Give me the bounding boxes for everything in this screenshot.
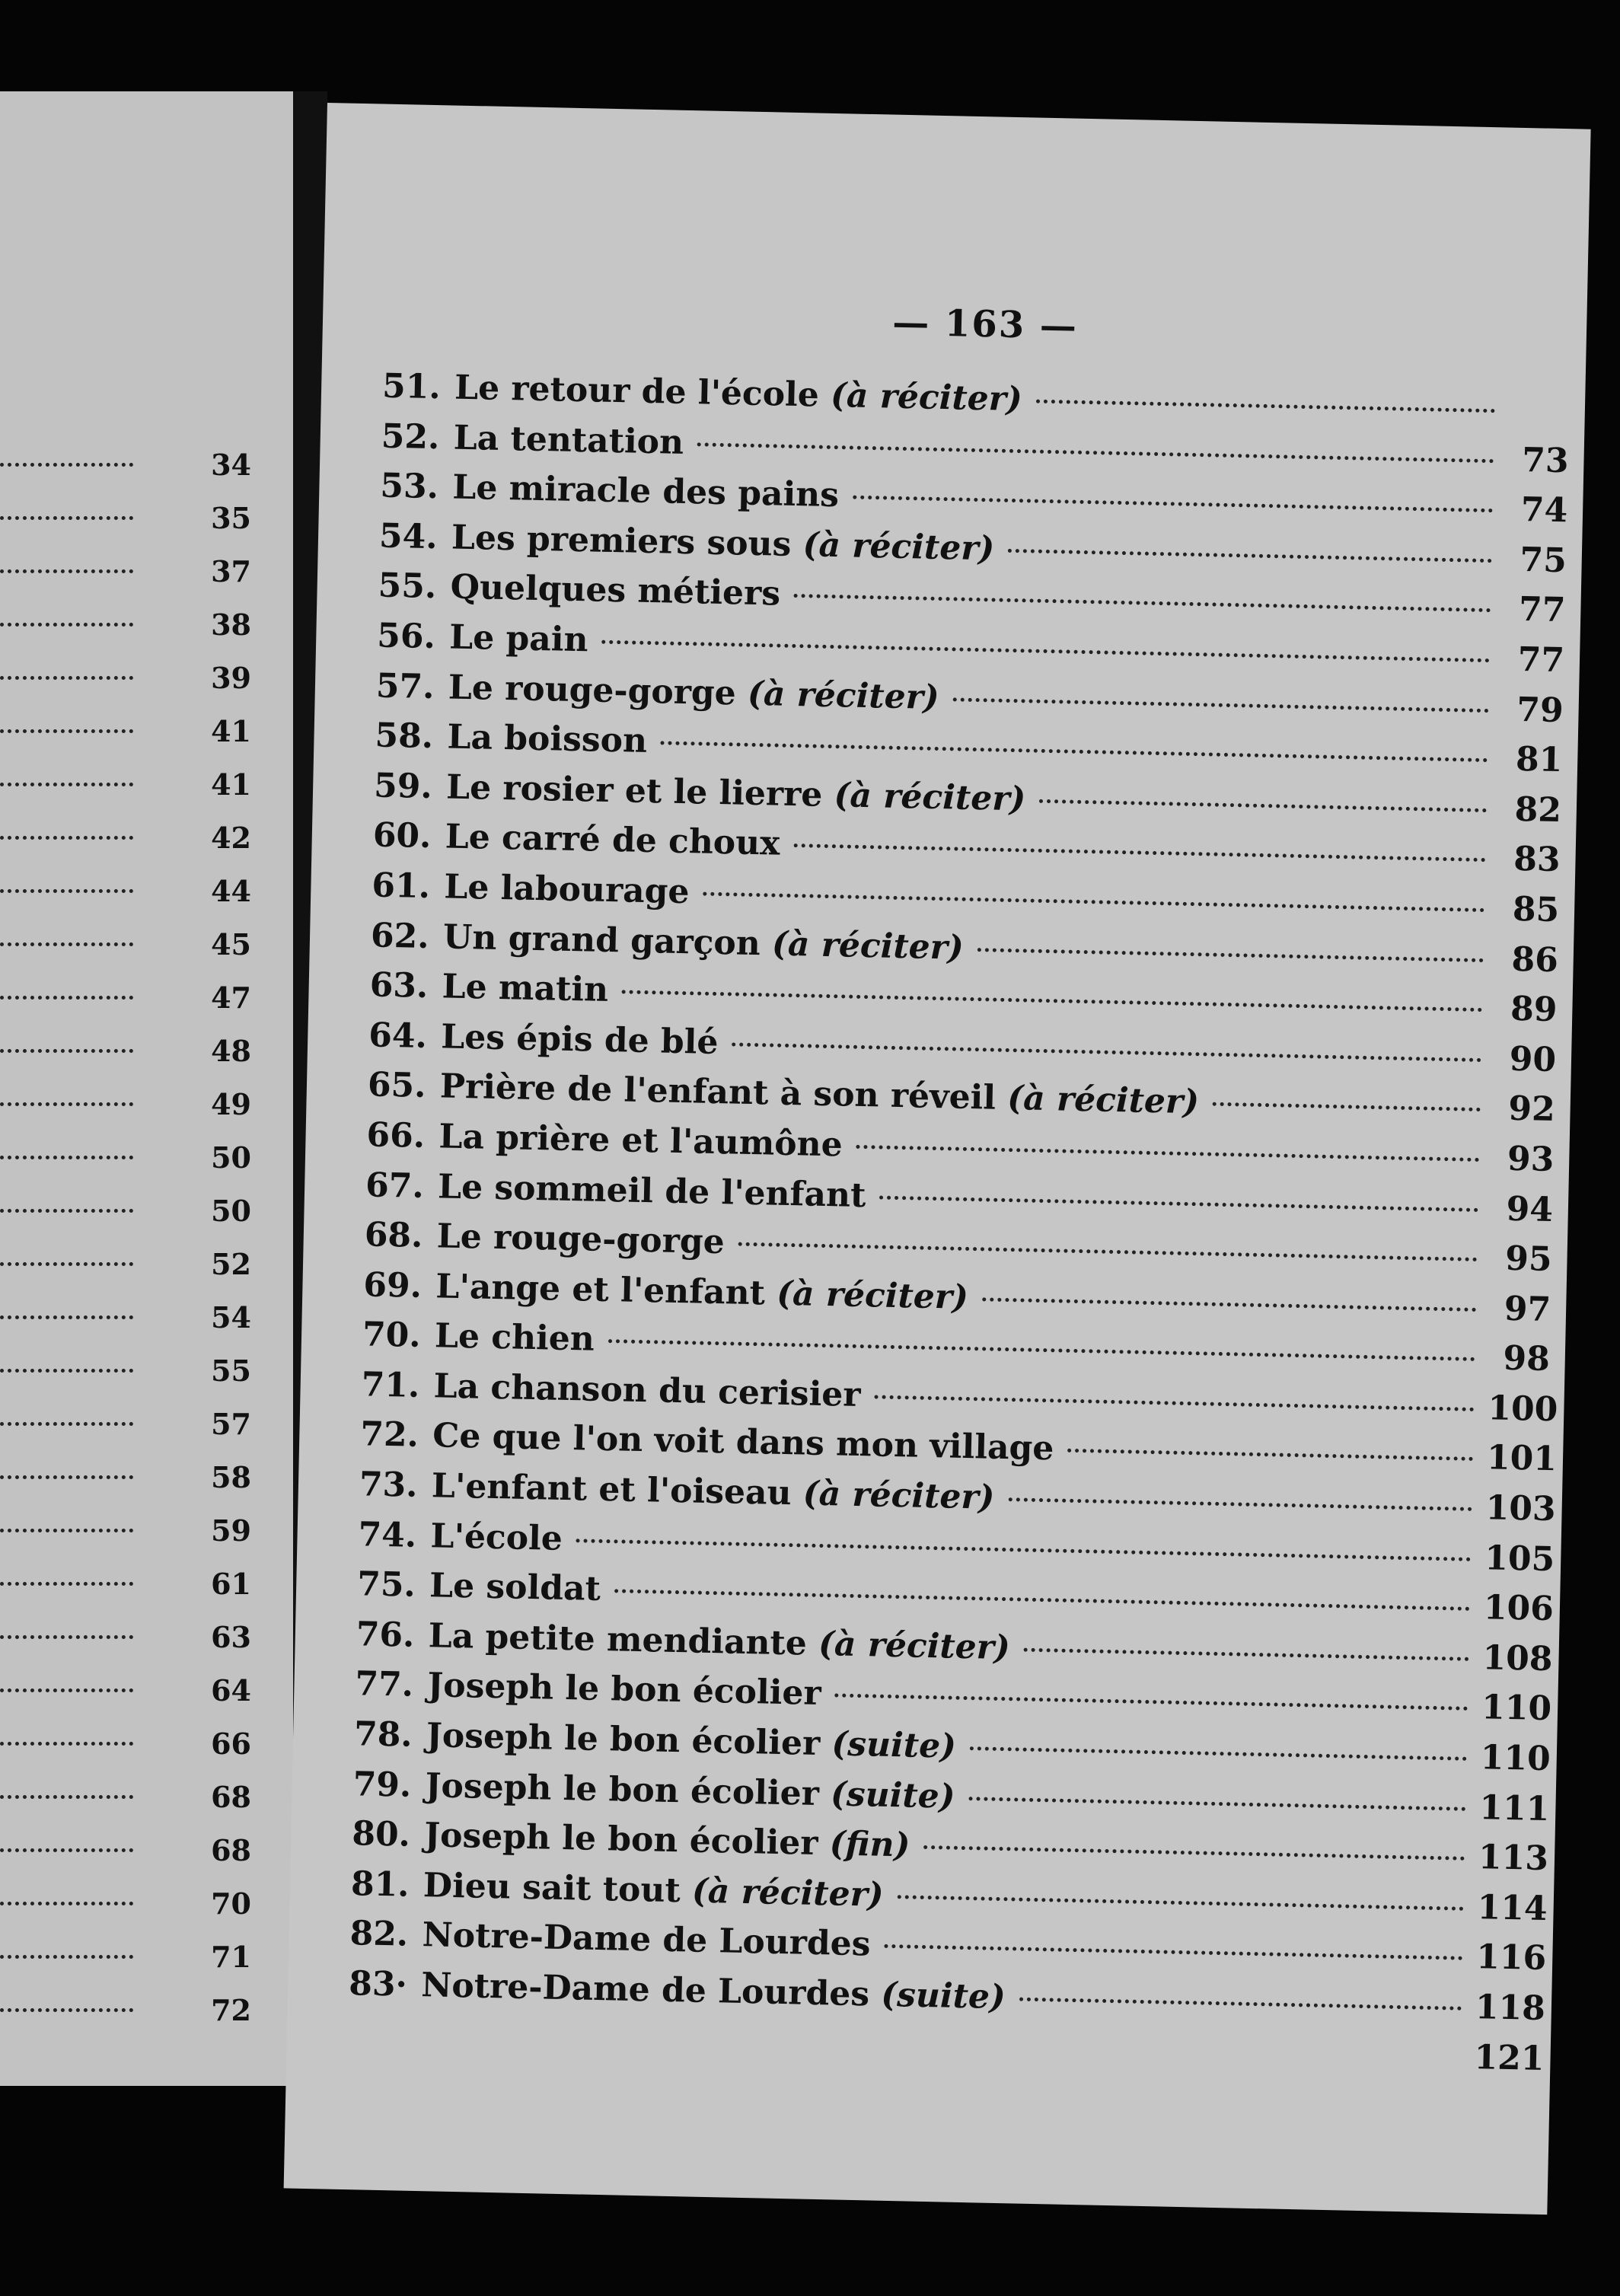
entry-title-wrap [430, 1516, 563, 1558]
left-toc-row [183, 607, 251, 661]
left-page-number: 41 [211, 767, 251, 802]
dot-leader [0, 783, 133, 786]
left-page-number: 48 [211, 1034, 251, 1068]
left-toc-row [183, 767, 251, 821]
left-toc-row [183, 1940, 251, 1993]
entry-title: Le rosier et le lierre [445, 767, 823, 815]
entry-note: (suite) [880, 1975, 1006, 2017]
dot-leader [0, 1156, 133, 1159]
entry-note: (suite) [830, 1774, 956, 1816]
dot-leader [853, 496, 1493, 513]
entry-title-wrap [435, 1317, 595, 1359]
left-toc-row [183, 448, 251, 501]
left-page-number: 44 [211, 874, 251, 908]
entry-page [1509, 421, 1570, 423]
dot-leader [0, 1635, 133, 1639]
left-toc-row [183, 1247, 251, 1300]
entry-number: 68. [364, 1215, 423, 1256]
entry-note: (fin) [829, 1824, 910, 1865]
left-page-number: 72 [211, 1993, 251, 2027]
left-toc-row [183, 714, 251, 767]
left-page-numbers [183, 448, 251, 2046]
entry-note: (suite) [831, 1724, 957, 1766]
dot-leader [1024, 1647, 1469, 1660]
entry-number: 63. [369, 965, 429, 1006]
left-page-number: 70 [211, 1886, 251, 1921]
left-page-number: 35 [211, 501, 251, 535]
entry-page: 85 [1512, 889, 1560, 930]
entry-page: 86 [1511, 939, 1559, 980]
dot-leader [0, 729, 133, 733]
entry-page: 75 [1520, 540, 1567, 580]
dot-leader [576, 1539, 1472, 1561]
entry-title: La boisson [447, 717, 648, 761]
entry-title-wrap [436, 1217, 725, 1261]
entry-number: 80. [351, 1814, 411, 1854]
dot-leader [0, 1475, 133, 1479]
dot-leader [834, 1694, 1468, 1711]
entry-page: 101 [1486, 1438, 1558, 1479]
entry-page: 114 [1477, 1887, 1548, 1928]
entry-page: 113 [1478, 1838, 1549, 1879]
left-page-number: 42 [211, 821, 251, 855]
entry-number: 51. [381, 366, 442, 407]
left-page-number: 34 [211, 448, 251, 482]
entry-title: L'ange et l'enfant [435, 1267, 766, 1313]
entry-title: Joseph le bon écolier [426, 1666, 822, 1714]
entry-title: Le carré de choux [445, 817, 780, 863]
entry-title-wrap [444, 867, 690, 911]
left-page-number: 68 [211, 1833, 251, 1867]
entry-title: Joseph le bon écolier [425, 1765, 820, 1813]
entry-note: (à réciter) [1006, 1079, 1200, 1122]
dot-leader [0, 1742, 133, 1746]
entry-title: La prière et l'aumône [438, 1117, 843, 1165]
left-page-number: 64 [211, 1673, 251, 1708]
dot-leader [661, 741, 1488, 763]
dot-leader [884, 1944, 1462, 1960]
dot-leader [977, 948, 1484, 962]
dot-leader [0, 463, 133, 467]
left-page-number: 39 [211, 661, 251, 695]
dot-leader [614, 1590, 1470, 1612]
left-toc-row [183, 927, 251, 981]
entry-title: Le soldat [429, 1566, 601, 1609]
entry-title-wrap [438, 1167, 866, 1215]
entry-title-wrap [422, 1916, 871, 1964]
entry-number: 78. [353, 1714, 413, 1755]
entry-note: (à réciter) [771, 924, 965, 968]
left-toc-row [183, 1886, 251, 1940]
entry-title: Notre-Dame de Lourdes [420, 1966, 870, 2014]
entry-page: 94 [1506, 1189, 1554, 1229]
dot-leader [923, 1845, 1465, 1861]
left-toc-row [183, 1140, 251, 1194]
left-page-number: 45 [211, 927, 251, 961]
dot-leader [0, 623, 133, 627]
entry-number: 59. [373, 766, 433, 806]
entry-title: Ce que l'on voit dans mon village [432, 1416, 1054, 1468]
entry-number: 76. [356, 1615, 415, 1655]
entry-title: Le sommeil de l'enfant [437, 1166, 866, 1215]
dot-leader [1008, 1497, 1472, 1511]
left-toc-row [183, 1567, 251, 1620]
entry-page: 108 [1482, 1638, 1553, 1679]
entry-number: 56. [376, 616, 436, 657]
dot-leader [970, 1746, 1467, 1761]
entry-number: 64. [368, 1016, 428, 1056]
entry-number: 62. [370, 915, 430, 956]
entry-number: 73. [359, 1465, 419, 1505]
dot-leader [0, 1689, 133, 1692]
dot-leader [738, 1242, 1478, 1261]
entry-number: 55. [378, 566, 437, 607]
left-toc-row [183, 981, 251, 1034]
dot-leader [1213, 1102, 1481, 1111]
dot-leader [0, 1102, 133, 1106]
left-page-number: 54 [211, 1300, 251, 1335]
left-toc-row [183, 1407, 251, 1460]
dot-leader [0, 1262, 133, 1266]
left-toc-row [183, 1460, 251, 1513]
entry-number: 82. [349, 1914, 409, 1955]
entry-note: (à réciter) [834, 775, 1026, 819]
left-page-number: 41 [211, 714, 251, 748]
entry-number: 65. [367, 1065, 427, 1106]
left-toc-row [183, 874, 251, 927]
entry-page: 89 [1510, 989, 1558, 1030]
left-page-number: 47 [211, 981, 251, 1015]
page-number: — 163 — [891, 301, 1079, 348]
entry-number: 81. [350, 1864, 410, 1905]
entry-title-wrap [441, 1017, 719, 1062]
dot-leader [697, 442, 1494, 463]
entry-number: 60. [372, 815, 432, 856]
left-page-number: 37 [211, 554, 251, 588]
entry-number: 75. [356, 1564, 416, 1606]
entry-number [348, 2045, 420, 2046]
entry-title: Le labourage [443, 867, 690, 912]
entry-title: Le chien [434, 1316, 595, 1359]
entry-title: La petite mendiante [428, 1616, 808, 1663]
dot-leader [0, 1315, 133, 1319]
dot-leader [703, 891, 1484, 912]
dot-leader [0, 942, 133, 946]
entry-page: 97 [1504, 1289, 1551, 1329]
left-toc-row [183, 501, 251, 554]
entry-page: 105 [1484, 1538, 1555, 1579]
left-toc-row [183, 1087, 251, 1140]
dot-leader [601, 640, 1490, 662]
entry-number: 57. [375, 666, 435, 706]
entry-title-wrap [453, 418, 684, 461]
left-toc-row [183, 1673, 251, 1727]
dot-leader [0, 1369, 133, 1373]
entry-title: Les premiers sous [451, 518, 792, 564]
entry-title: Le miracle des pains [451, 467, 840, 515]
entry-number: 67. [365, 1165, 425, 1206]
entry-page: 79 [1516, 690, 1564, 730]
entry-note: (à réciter) [818, 1624, 1011, 1668]
left-page-number: 59 [211, 1513, 251, 1548]
dot-leader [434, 2039, 1461, 2060]
entry-title: L'école [430, 1516, 563, 1558]
entry-page: 77 [1518, 590, 1566, 630]
left-page-number: 71 [211, 1940, 251, 1974]
left-page-number: 58 [211, 1460, 251, 1494]
dot-leader [0, 836, 133, 840]
entry-page: 73 [1521, 440, 1570, 480]
left-toc-row [183, 1034, 251, 1087]
left-toc-row [183, 1833, 251, 1886]
entry-page: 90 [1509, 1039, 1557, 1079]
left-page-number: 50 [211, 1140, 251, 1175]
entry-title: Notre-Dame de Lourdes [422, 1915, 871, 1964]
entry-title: Joseph le bon écolier [426, 1716, 821, 1764]
entry-page: 103 [1485, 1488, 1557, 1529]
dot-leader [0, 889, 133, 893]
entry-title: L'enfant et l'oiseau [431, 1466, 792, 1513]
entry-title: Dieu sait tout [423, 1865, 681, 1911]
entry-title-wrap [449, 617, 588, 659]
entry-title-wrap [429, 1566, 601, 1609]
entry-title-wrap [447, 718, 647, 761]
entry-title: Les épis de blé [440, 1017, 719, 1062]
left-page [0, 91, 293, 2086]
entry-page: 82 [1514, 789, 1562, 830]
left-page-number: 61 [211, 1567, 251, 1601]
dot-leader [622, 990, 1482, 1012]
entry-title: Le pain [448, 617, 589, 660]
left-page-number: 57 [211, 1407, 251, 1441]
entry-number: 69. [362, 1265, 423, 1306]
entry-title: La tentation [453, 418, 684, 462]
left-page-number: 52 [211, 1247, 251, 1281]
entry-title: Le retour de l'école [454, 368, 820, 415]
dot-leader [0, 569, 133, 573]
table-of-contents [347, 367, 1570, 2089]
left-page-number: 55 [211, 1354, 251, 1388]
entry-page: 118 [1475, 1988, 1546, 2029]
entry-number: 83· [348, 1964, 408, 2004]
entry-title-wrap [442, 968, 608, 1010]
entry-number: 53. [379, 466, 439, 507]
left-page-number: 49 [211, 1087, 251, 1121]
left-toc-row [183, 661, 251, 714]
entry-number: 58. [375, 716, 434, 757]
dot-leader [856, 1145, 1480, 1162]
entry-number: 54. [378, 516, 438, 556]
dot-leader [0, 996, 133, 1000]
entry-title-wrap [450, 568, 780, 614]
dot-leader [1008, 549, 1492, 563]
dot-leader [0, 1422, 133, 1426]
left-toc-row [183, 1727, 251, 1780]
entry-note: (à réciter) [691, 1871, 885, 1915]
left-page-number: 66 [211, 1727, 251, 1761]
dot-leader [793, 843, 1485, 862]
dot-leader [0, 1955, 133, 1959]
dot-leader [1019, 1998, 1462, 2011]
left-page-number: 63 [211, 1620, 251, 1654]
dot-leader [898, 1895, 1464, 1911]
entry-number: 72. [359, 1414, 419, 1456]
entry-page: 110 [1481, 1688, 1552, 1729]
dot-leader [0, 1209, 133, 1213]
entry-title: La chanson du cerisier [433, 1366, 862, 1414]
entry-number: 52. [381, 416, 440, 457]
dot-leader [1036, 400, 1495, 413]
entry-note: (à réciter) [802, 525, 995, 569]
dot-leader [794, 594, 1491, 612]
entry-number: 71. [361, 1365, 420, 1405]
right-page [284, 103, 1591, 2215]
entry-number: 77. [354, 1664, 414, 1705]
entry-page: 74 [1520, 490, 1568, 531]
left-toc-row [183, 1780, 251, 1833]
left-toc-row [183, 554, 251, 607]
entry-page: 110 [1480, 1738, 1551, 1779]
entry-title-wrap [438, 1117, 843, 1164]
dot-leader [0, 516, 133, 520]
dot-leader [982, 1297, 1476, 1312]
entry-page: 106 [1483, 1588, 1555, 1629]
entry-title-wrap [452, 468, 840, 515]
dot-leader [0, 676, 133, 680]
entry-page: 83 [1513, 840, 1561, 880]
entry-title: Quelques métiers [450, 567, 781, 614]
dot-leader [1067, 1449, 1473, 1461]
entry-page: 93 [1507, 1139, 1555, 1179]
entry-title: Joseph le bon écolier [423, 1816, 818, 1864]
entry-title-wrap [445, 818, 780, 863]
dot-leader [0, 1049, 133, 1053]
dot-leader [0, 1795, 133, 1799]
entry-title-wrap [427, 1666, 821, 1714]
left-toc-row [183, 1993, 251, 2046]
entry-page: 100 [1487, 1389, 1558, 1430]
left-toc-row [183, 1513, 251, 1567]
dot-leader [0, 2008, 133, 2012]
dot-leader [0, 1582, 133, 1586]
entry-number: 70. [362, 1315, 422, 1356]
left-toc-row [183, 1354, 251, 1407]
entry-note: (à réciter) [830, 375, 1023, 419]
entry-title: Prière de l'enfant à son réveil [439, 1067, 997, 1118]
dot-leader [0, 1529, 133, 1532]
left-toc-row [183, 1194, 251, 1247]
dot-leader [0, 1848, 133, 1852]
entry-page: 98 [1503, 1338, 1551, 1379]
entry-title: Le matin [442, 967, 609, 1010]
dot-leader [953, 697, 1489, 713]
left-page-number: 68 [211, 1780, 251, 1814]
left-toc-row [183, 821, 251, 874]
entry-title: Un grand garçon [442, 917, 761, 963]
entry-page: 77 [1517, 639, 1565, 681]
entry-note: (à réciter) [747, 674, 940, 717]
entry-page: 95 [1504, 1239, 1553, 1280]
entry-note: (à réciter) [802, 1474, 995, 1517]
entry-title-wrap [433, 1366, 861, 1414]
entry-number: 66. [366, 1115, 426, 1156]
entry-page: 92 [1507, 1089, 1556, 1130]
dot-leader [968, 1797, 1465, 1811]
dot-leader [879, 1195, 1478, 1211]
dot-leader [1039, 799, 1487, 812]
dot-leader [732, 1042, 1481, 1062]
entry-number: 61. [371, 866, 431, 906]
left-toc-row [183, 1620, 251, 1673]
entry-number: 79. [352, 1764, 412, 1805]
dot-leader [0, 1902, 133, 1905]
entry-page: 121 [1474, 2037, 1545, 2078]
entry-page: 116 [1475, 1937, 1547, 1979]
entry-page: 111 [1478, 1787, 1550, 1829]
left-page-number: 38 [211, 607, 251, 642]
entry-page: 81 [1515, 740, 1563, 780]
entry-number: 74. [358, 1514, 417, 1555]
entry-title-wrap [454, 368, 1023, 419]
left-toc-row [183, 1300, 251, 1354]
dot-leader [874, 1395, 1474, 1411]
entry-note: (à réciter) [776, 1274, 969, 1317]
left-page-number: 50 [211, 1194, 251, 1228]
entry-title: Le rouge-gorge [448, 668, 737, 713]
dot-leader [608, 1339, 1475, 1361]
entry-title: Le rouge-gorge [436, 1217, 725, 1262]
